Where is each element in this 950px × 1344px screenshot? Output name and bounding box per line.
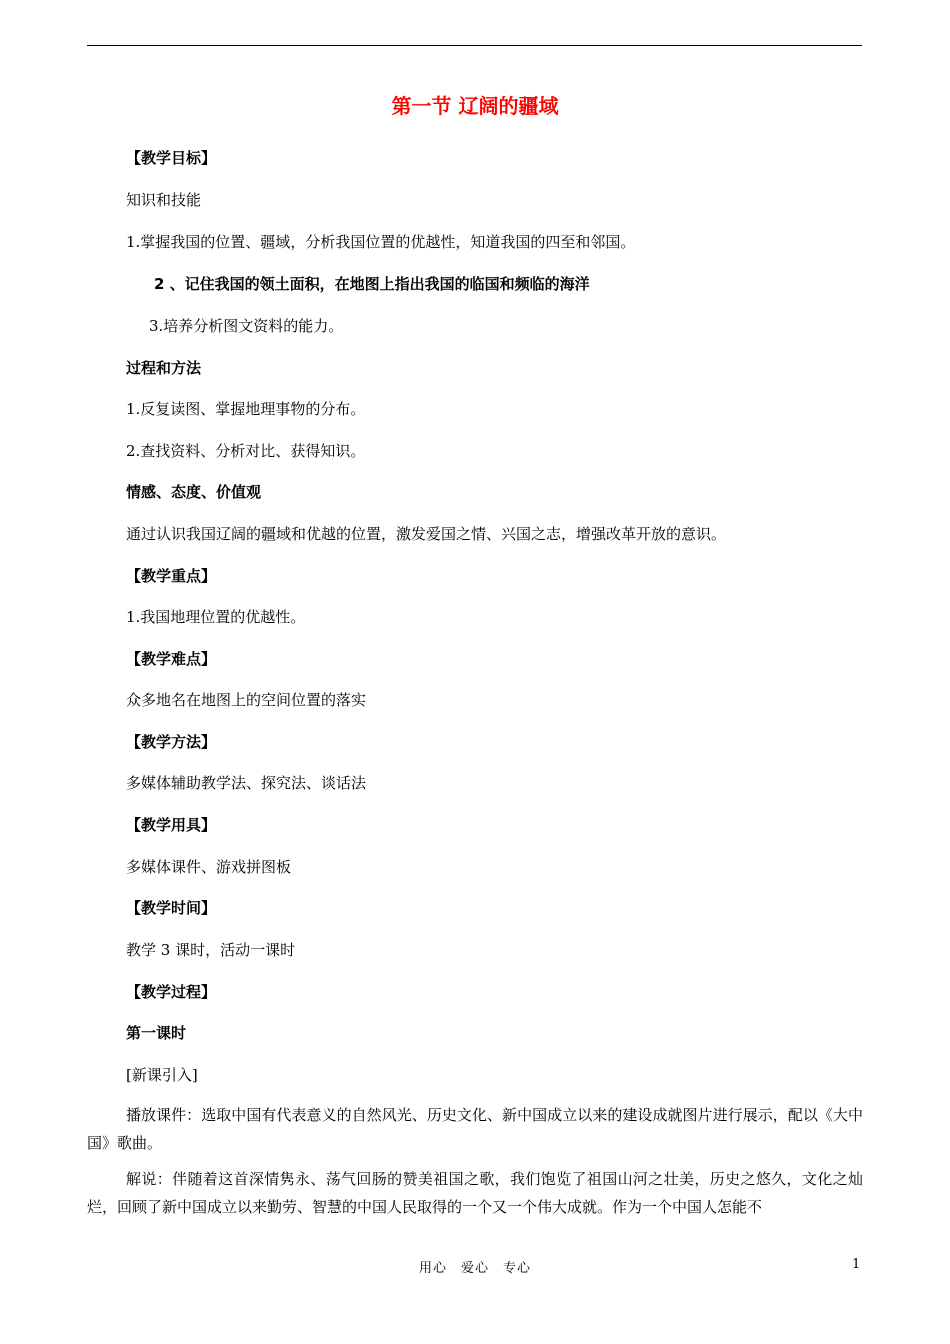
page-number: 1 (852, 1257, 861, 1272)
emotion-heading: 情感、态度、价值观 (126, 483, 262, 501)
objectives-heading: 【教学目标】 (126, 149, 217, 167)
header-rule (87, 45, 862, 46)
knowledge-heading: 知识和技能 (126, 191, 202, 209)
difficulty-1: 众多地名在地图上的空间位置的落实 (126, 691, 367, 709)
page-title: 第一节 辽阔的疆域 (391, 94, 559, 118)
method-1: 多媒体辅助教学法、探究法、谈话法 (126, 774, 367, 792)
tools-1: 多媒体课件、游戏拼图板 (126, 858, 292, 876)
knowledge-item-1: 1.掌握我国的位置、疆域，分析我国位置的优越性，知道我国的四至和邻国。 (126, 233, 636, 251)
difficulty-heading: 【教学难点】 (126, 650, 217, 668)
key-point-1: 1.我国地理位置的优越性。 (126, 608, 306, 626)
knowledge-item-2: 2 、记住我国的领土面积，在地图上指出我国的临国和频临的海洋 (154, 275, 590, 293)
time-1: 教学 3 课时，活动一课时 (126, 941, 296, 959)
footer-motto: 用心 爱心 专心 (418, 1261, 531, 1276)
intro-heading: [新课引入] (126, 1066, 198, 1084)
tools-heading: 【教学用具】 (126, 816, 217, 834)
process-item-1: 1.反复读图、掌握地理事物的分布。 (126, 400, 366, 418)
paragraph-explain: 解说：伴随着这首深情隽永、荡气回肠的赞美祖国之歌，我们饱览了祖国山河之壮美，历史之悠久，文化之灿烂，回顾了新中国成立以来勤劳、智慧的中国人民取得的一个又一个伟大成就。作为一个中国人怎能不 (87, 1170, 863, 1216)
lesson-1-heading: 第一课时 (126, 1024, 187, 1042)
paragraph-play: 播放课件：选取中国有代表意义的自然风光、历史文化、新中国成立以来的建设成就图片进行展示，配以《大中国》歌曲。 (87, 1106, 863, 1152)
method-heading: 【教学方法】 (126, 733, 217, 751)
time-heading: 【教学时间】 (126, 899, 217, 917)
key-points-heading: 【教学重点】 (126, 567, 217, 585)
emotion-item-1: 通过认识我国辽阔的疆域和优越的位置，激发爱国之情、兴国之志，增强改革开放的意识。 (126, 525, 727, 543)
process-item-2: 2.查找资料、分析对比、获得知识。 (126, 442, 366, 460)
knowledge-item-3: 3.培养分析图文资料的能力。 (149, 317, 344, 335)
process-heading: 过程和方法 (126, 359, 202, 377)
teaching-process-heading: 【教学过程】 (126, 983, 217, 1001)
